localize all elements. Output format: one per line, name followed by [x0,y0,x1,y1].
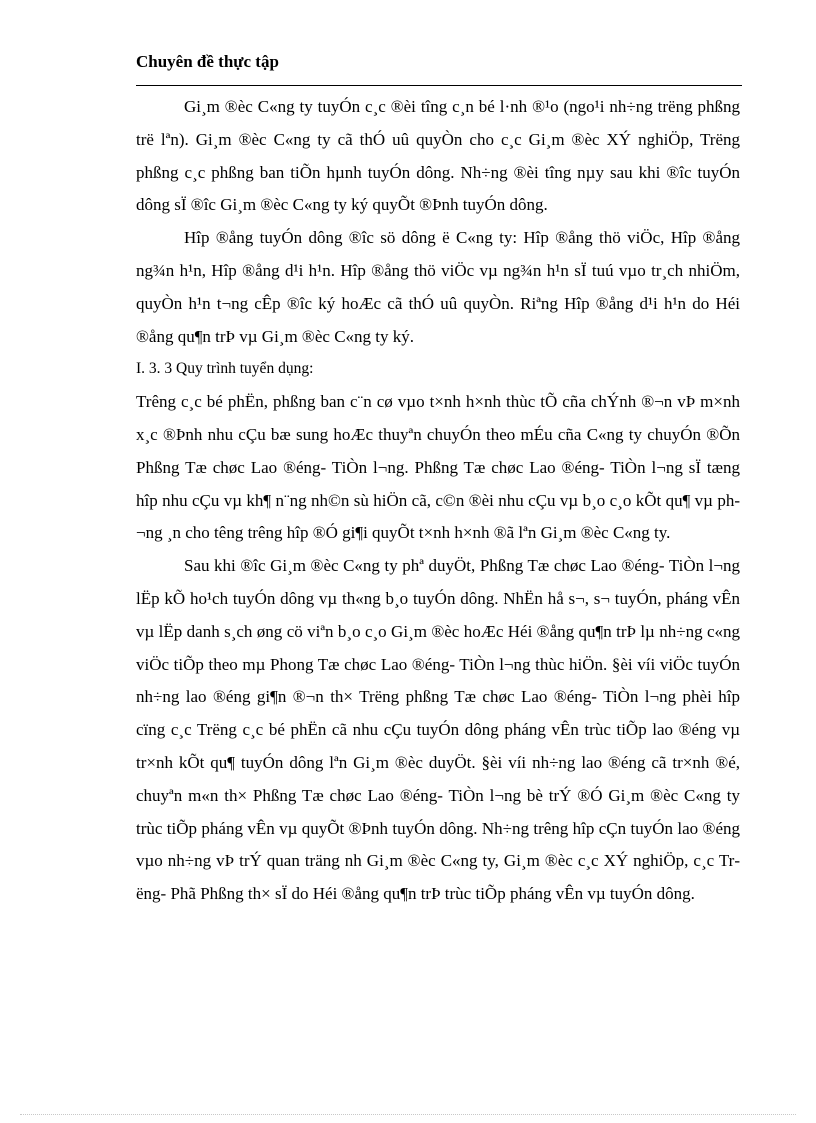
paragraph-approval-process: Sau khi ®îc Gi¸m ®èc C«ng ty phª duyÖt, Phßng Tæ chøc Lao ®éng- TiÒn l¬ng lËp kÕ ho¹ch tuyÓn dông vµ th«ng b¸o tuyÓn dông. NhËn hå s¬, s¬ tuyÓn, pháng vÊn vµ lËp danh s¸ch øng cö viªn b¸o c¸o Gi¸m ®èc hoÆc Héi ®ång qu¶n trÞ lµ nh÷ng c«ng viÖc tiÕp theo mµ Phong Tæ chøc Lao ®éng- TiÒn l¬ng thùc hiÖn. §èi víi viÖc tuyÓn nh÷ng lao ®éng gi¶n ®¬n th× Trëng phßng Tæ chøc Lao ®éng- TiÒn l¬ng phèi hîp cïng c¸c Trëng c¸c bé phËn cã nhu cÇu tuyÓn dông pháng vÊn trùc tiÕp lao ®éng vµ tr×nh kÕt qu¶ tuyÓn dông lªn Gi¸m ®èc duyÖt. §èi víi nh÷ng lao ®éng cã tr×nh ®é, chuyªn m«n th× Phßng Tæ chøc Lao ®éng- TiÒn l¬ng bè trÝ ®Ó Gi¸m ®èc C«ng ty trùc tiÕp pháng vÊn vµ quyÕt ®Þnh tuyÓn dông. Nh÷ng trêng hîp cÇn tuyÓn lao ®éng vµo nh÷ng vÞ trÝ quan träng nh Gi¸m ®èc C«ng ty, Gi¸m ®èc c¸c XÝ nghiÖp, c¸c Trëng- Phã Phßng th× sÏ do Héi ®ång qu¶n trÞ trùc tiÕp pháng vÊn vµ tuyÓn dông. [136,556,740,904]
paragraph-contract-types: Hîp ®ång tuyÓn dông ®îc sö dông ë C«ng ty: Hîp ®ång thö viÖc, Hîp ®ång ng¾n h¹n, Hîp ®ång d¹i h¹n. Hîp ®ång thö viÖc vµ ng¾n h¹n sÏ tuú vµo tr¸ch nhiÖm, quyÒn h¹n t¬ng cÊp ®îc ký hoÆc cã thÓ uû quyÒn. Riªng Hîp ®ång d¹i h¹n do Héi ®ång qu¶n trÞ vµ Gi¸m ®èc C«ng ty ký. [136,228,740,346]
paragraph-recruitment-authority: Gi¸m ®èc C«ng ty tuyÓn c¸c ®èi tîng c¸n bé l·nh ®¹o (ngo¹i nh÷ng trëng phßng trë lªn). Gi¸m ®èc C«ng ty cã thÓ uû quyÒn cho c¸c Gi¸m ®èc XÝ nghiÖp, Trëng phßng c¸c phßng ban tiÕn hµnh tuyÓn dông. Nh÷ng ®èi tîng nµy sau khi ®îc tuyÓn dông sÏ ®îc Gi¸m ®èc C«ng ty ký quyÕt ®Þnh tuyÓn dông. [136,97,740,215]
page-bottom-border [20,1114,796,1115]
header-divider [136,85,742,86]
page-header-title: Chuyên đề thực tập [136,52,279,71]
section-heading: I. 3. 3 Quy trình tuyển dụng: [136,360,314,378]
paragraph-department-needs: Trêng c¸c bé phËn, phßng ban c¨n cø vµo t×nh h×nh thùc tÕ cña chÝnh ®¬n vÞ m×nh x¸c ®Þnh nhu cÇu bæ sung hoÆc thuyªn chuyÓn theo mÉu cña C«ng ty chuyÓn ®Õn Phßng Tæ chøc Lao ®éng- TiÒn l¬ng. Phßng Tæ chøc Lao ®éng- TiÒn l¬ng sÏ tæng hîp nhu cÇu vµ kh¶ n¨ng nh©n sù hiÖn cã, c©n ®èi nhu cÇu vµ b¸o c¸o kÕt qu¶ vµ ph¬ng ¸n cho têng trêng hîp ®Ó gi¶i quyÕt t×nh h×nh ®ã lªn Gi¸m ®èc C«ng ty. [136,392,740,543]
document-body [136,91,740,911]
